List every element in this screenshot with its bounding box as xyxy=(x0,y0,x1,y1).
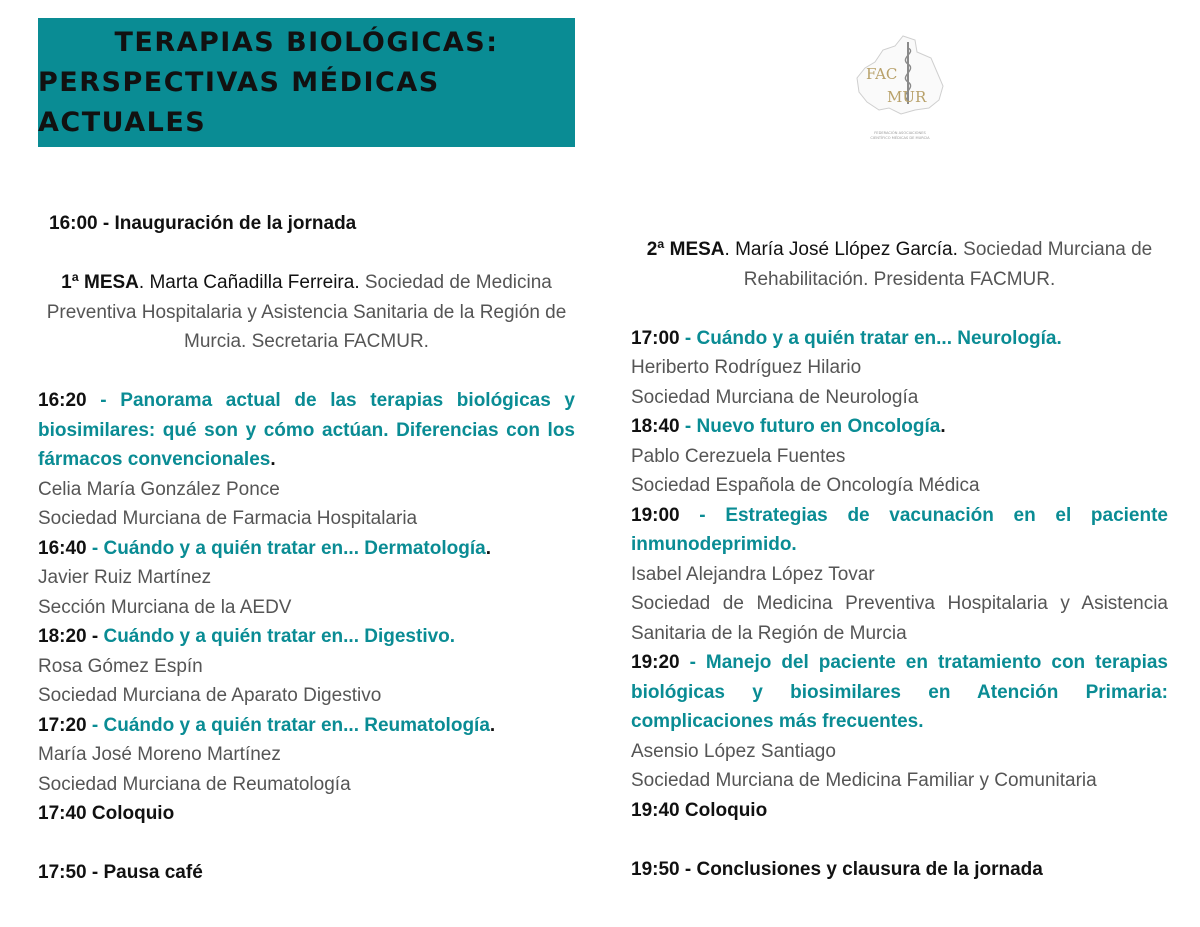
mesa2-label: 2ª MESA xyxy=(646,239,725,260)
right-talk1-sep: - xyxy=(679,327,697,349)
left-talk4-time: 17:20 xyxy=(38,714,87,736)
mesa2-header xyxy=(631,235,1168,294)
right-talk2-society: Sociedad Española de Oncología Médica xyxy=(631,475,980,496)
left-talk2-title: Cuándo y a quién tratar en... Dermatología xyxy=(103,537,486,559)
right-talk1-title: Cuándo y a quién tratar en... Neurología. xyxy=(696,327,1062,349)
mesa2-affiliation: Sociedad Murciana de Rehabilitación. Presidenta FACMUR. xyxy=(743,239,1153,290)
left-talk1-sep: - xyxy=(86,390,121,411)
right-talk3-society: Sociedad de Medicina Preventiva Hospitalaria y Asistencia Sanitaria de la Región de Murcia xyxy=(631,593,1168,644)
left-talk1-title: Panorama actual de las terapias biológicas y biosimilares: qué son y cómo actúan. Diferencias con los fármacos convencionales xyxy=(38,390,575,470)
left-talk2-society: Sección Murciana de la AEDV xyxy=(38,596,292,618)
left-talk3-time: 18:20 - xyxy=(38,626,104,647)
facmur-logo xyxy=(845,22,955,147)
left-talk4-sep: - xyxy=(86,714,104,736)
right-talk3-heading xyxy=(631,501,1168,560)
left-talk1-time: 16:20 xyxy=(38,390,87,411)
right-talk4-time: 19:20 xyxy=(631,652,680,673)
left-talk4-heading xyxy=(38,711,575,741)
right-talk2-title: Nuevo futuro en Oncología xyxy=(696,416,941,437)
right-talk2-end: . xyxy=(940,416,946,437)
right-talk2-sep: - xyxy=(679,416,697,437)
right-talk4-title: Manejo del paciente en tratamiento con terapias biológicas y biosimilares en Atención Primaria: complicaciones más frecuentes. xyxy=(631,652,1168,732)
right-talk4-sep: - xyxy=(679,652,706,673)
right-talk4-society: Sociedad Murciana de Medicina Familiar y Comunitaria xyxy=(631,770,1097,791)
right-talk3-speaker: Isabel Alejandra López Tovar xyxy=(631,563,875,585)
right-talk3-sep: - xyxy=(679,504,726,526)
right-talk1-society: Sociedad Murciana de Neurología xyxy=(631,386,919,408)
pausa-cafe: 17:50 - Pausa café xyxy=(38,862,203,883)
left-talk2-sep: - xyxy=(86,537,104,559)
mesa1-header xyxy=(38,268,575,357)
left-talk1-heading xyxy=(38,386,575,475)
mesa1-moderator: . Marta Cañadilla Ferreira. xyxy=(138,272,360,293)
right-program-column xyxy=(631,235,1168,884)
right-talk1-speaker: Heriberto Rodríguez Hilario xyxy=(631,357,862,378)
inauguration: 16:00 - Inauguración de la jornada xyxy=(49,213,357,234)
logo-text-mur: MUR xyxy=(887,88,927,106)
logo-caption-2: CIENTÍFICO MÉDICAS DE MURCIA xyxy=(870,136,930,140)
right-talk4-heading xyxy=(631,648,1168,737)
title-banner xyxy=(38,18,575,147)
left-talk1-speaker: Celia María González Ponce xyxy=(38,478,280,500)
right-talk3-title: Estrategias de vacunación en el paciente inmunodeprimido. xyxy=(631,504,1168,555)
left-talk4-society: Sociedad Murciana de Reumatología xyxy=(38,773,351,795)
left-talk2-heading xyxy=(38,534,575,564)
left-talk4-title: Cuándo y a quién tratar en... Reumatología xyxy=(103,714,490,736)
left-coloquio: 17:40 Coloquio xyxy=(38,803,175,824)
right-talk1-heading xyxy=(631,324,1168,354)
right-talk1-time: 17:00 xyxy=(631,327,680,349)
left-talk1-society: Sociedad Murciana de Farmacia Hospitalaria xyxy=(38,508,418,529)
mesa1-affiliation: Sociedad de Medicina Preventiva Hospitalaria y Asistencia Sanitaria de la Región de Murcia. Secretaria FACMUR. xyxy=(46,272,567,352)
right-talk4-speaker: Asensio López Santiago xyxy=(631,740,836,762)
left-talk3-society: Sociedad Murciana de Aparato Digestivo xyxy=(38,685,382,706)
logo-text-fac: FAC xyxy=(866,65,898,83)
mesa2-moderator: . María José Llópez García. xyxy=(724,239,958,260)
title-line-1: TERAPIAS BIOLÓGICAS: xyxy=(114,26,499,58)
left-talk2-speaker: Javier Ruiz Martínez xyxy=(38,567,212,588)
title-line-2: PERSPECTIVAS MÉDICAS ACTUALES xyxy=(38,66,440,138)
left-talk1-end: . xyxy=(270,449,276,470)
clausura: 19:50 - Conclusiones y clausura de la jornada xyxy=(631,858,1043,880)
left-program-column xyxy=(38,209,575,888)
left-talk2-end: . xyxy=(485,537,491,559)
left-talk2-time: 16:40 xyxy=(38,537,87,559)
right-talk2-speaker: Pablo Cerezuela Fuentes xyxy=(631,445,846,467)
left-talk4-end: . xyxy=(489,714,496,736)
left-talk3-heading xyxy=(38,622,575,652)
mesa1-label: 1ª MESA xyxy=(61,272,139,293)
left-talk4-speaker: María José Moreno Martínez xyxy=(38,744,281,765)
right-talk3-time: 19:00 xyxy=(631,504,680,526)
right-talk2-heading xyxy=(631,412,1168,442)
left-talk3-title: Cuándo y a quién tratar en... Digestivo. xyxy=(103,626,456,647)
right-coloquio: 19:40 Coloquio xyxy=(631,799,768,821)
right-talk2-time: 18:40 xyxy=(631,416,680,437)
left-talk3-speaker: Rosa Gómez Espín xyxy=(38,655,203,677)
logo-caption-1: FEDERACIÓN ASOCIACIONES xyxy=(874,131,926,135)
